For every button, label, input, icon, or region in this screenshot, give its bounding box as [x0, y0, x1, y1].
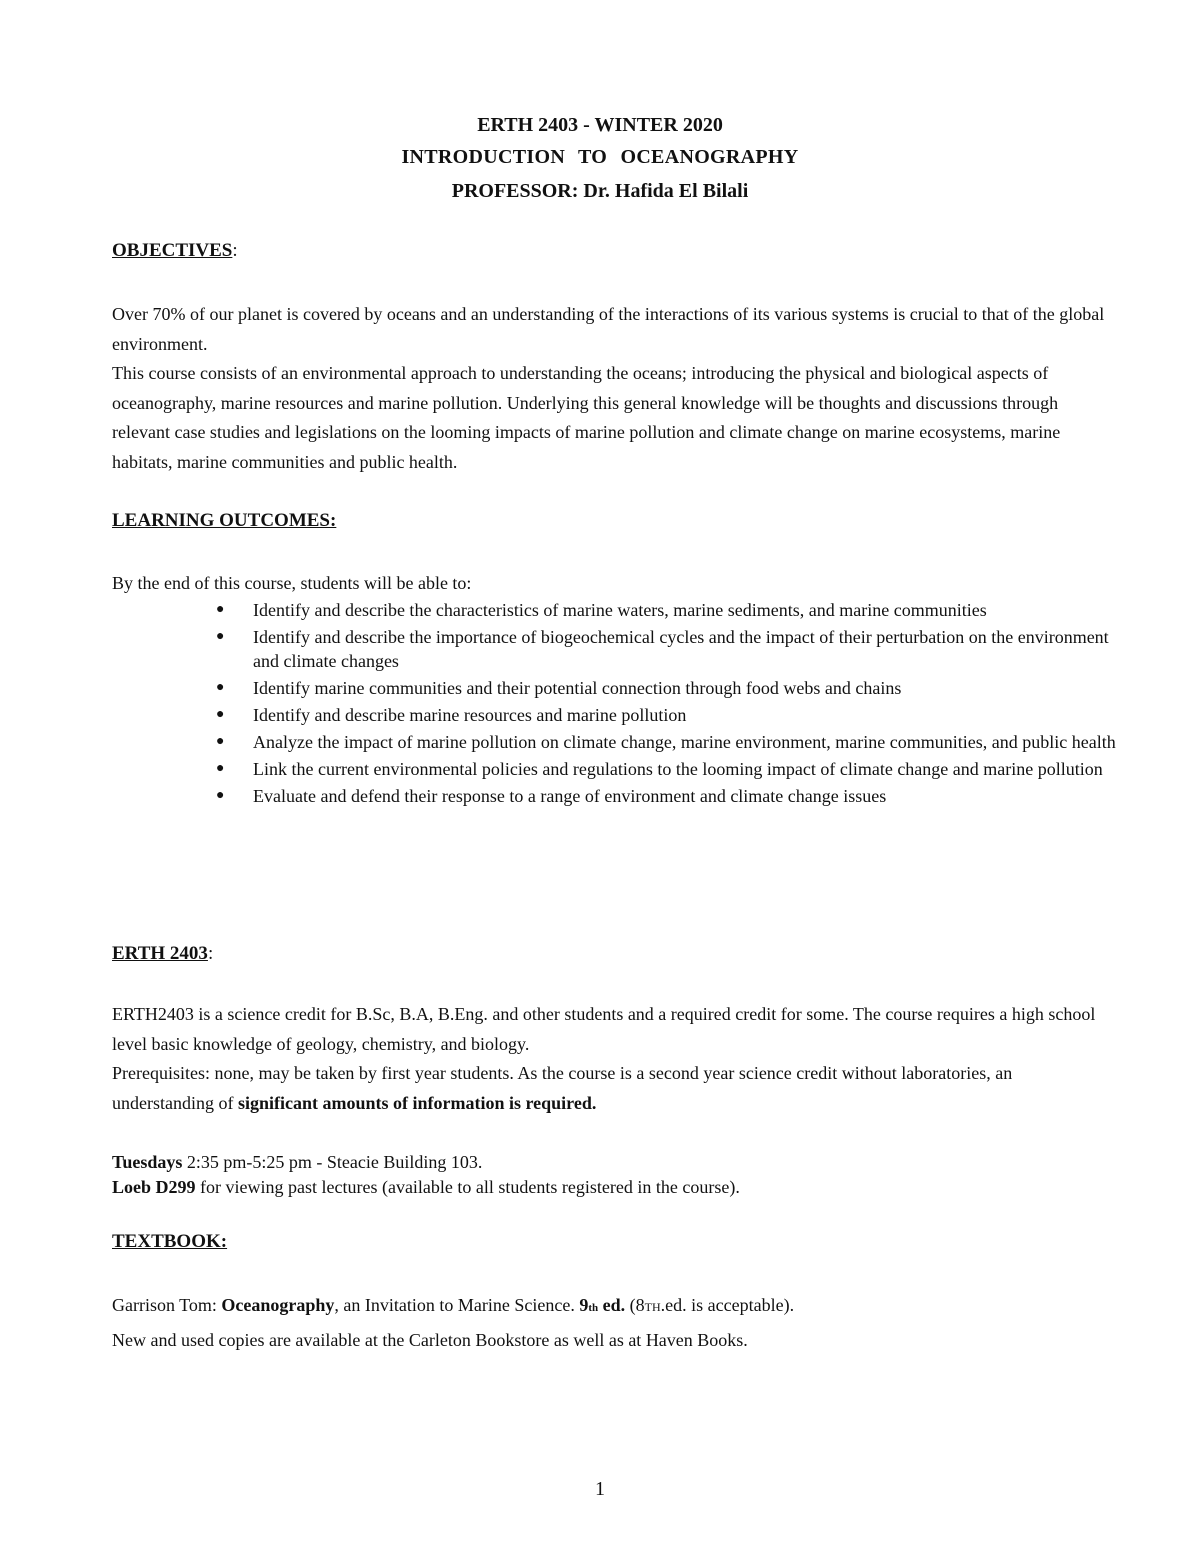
list-item: [216, 676, 1116, 700]
schedule-loeb: [112, 1175, 1112, 1200]
list-item: [216, 703, 1116, 727]
edition-number: 9: [579, 1295, 589, 1315]
schedule-block: [112, 1150, 1112, 1200]
bullet-icon: ●: [216, 602, 225, 617]
textbook-citation: [112, 1289, 1112, 1324]
bullet-icon: ●: [216, 788, 225, 803]
alt-edition-suffix: TH: [644, 1300, 661, 1314]
edition-label: ed.: [598, 1295, 626, 1315]
textbook-subtitle: , an Invitation to Marine Science.: [334, 1295, 580, 1315]
list-item: [216, 598, 1116, 622]
learning-outcomes-intro: By the end of this course, students will be able to:: [112, 573, 472, 593]
alt-edition-rest: .ed. is acceptable).: [660, 1295, 795, 1315]
textbook-author: Garrison Tom:: [112, 1295, 222, 1315]
textbook-title: Oceanography: [221, 1295, 335, 1315]
outcome-text: Evaluate and defend their response to a range of environment and climate change issues: [253, 786, 887, 806]
prerequisites-period: .: [591, 1092, 597, 1113]
course-code-title: ERTH 2403 - WINTER 2020: [477, 114, 723, 136]
textbook-heading: [112, 1231, 227, 1253]
professor-name: Dr. Hafida El Bilali: [578, 180, 749, 202]
outcome-text: Identify and describe the importance of biogeochemical cycles and the impact of their perturbation on the environment and climate changes: [253, 627, 1109, 671]
bullet-icon: ●: [216, 734, 225, 749]
bullet-icon: ●: [216, 761, 225, 776]
bullet-icon: ●: [216, 707, 225, 722]
list-item: [216, 757, 1116, 781]
erth-body: [112, 1000, 1112, 1118]
textbook-heading-text: TEXTBOOK:: [112, 1231, 228, 1252]
objectives-body: [112, 300, 1112, 477]
learning-outcomes-heading-text: LEARNING OUTCOMES:: [112, 510, 337, 531]
textbook-availability: New and used copies are available at the Carleton Bookstore as well as at Haven Books.: [112, 1330, 748, 1350]
objectives-paragraph-1: Over 70% of our planet is covered by oceans and an understanding of the interactions of its various systems is crucial to that of the global environment.: [112, 304, 1105, 354]
erth-paragraph-2: [112, 1059, 1112, 1118]
erth-heading-colon: :: [207, 943, 214, 964]
tuesdays-label: Tuesdays: [112, 1152, 183, 1172]
list-item: [216, 730, 1116, 754]
list-item: [216, 625, 1116, 673]
outcome-text: Analyze the impact of marine pollution on climate change, marine environment, marine communities, and public health: [253, 732, 1116, 752]
objectives-heading: [112, 240, 238, 262]
schedule-tuesdays: [112, 1150, 1112, 1175]
loeb-label: Loeb D299: [112, 1177, 196, 1197]
alt-edition-open: (8: [625, 1295, 645, 1315]
edition-suffix: th: [588, 1302, 599, 1314]
loeb-details: for viewing past lectures (available to all students registered in the course).: [195, 1177, 740, 1197]
outcome-text: Identify and describe the characteristics of marine waters, marine sediments, and marine communities: [253, 600, 987, 620]
prerequisites-text: Prerequisites: none, may be taken by first year students. As the course is a second year science credit without laboratories, an understanding of: [112, 1063, 1013, 1113]
outcome-text: Identify and describe marine resources and marine pollution: [253, 705, 687, 725]
textbook-body: [112, 1289, 1112, 1356]
erth-paragraph-1: ERTH2403 is a science credit for B.Sc, B.A, B.Eng. and other students and a required credit for some. The course requires a high school level basic knowledge of geology, chemistry, and biology.: [112, 1004, 1096, 1054]
erth-heading: [112, 943, 213, 965]
objectives-heading-colon: :: [232, 240, 238, 261]
course-name-title: INTRODUCTION TO OCEANOGRAPHY: [401, 146, 799, 168]
page-number: 1: [595, 1478, 605, 1500]
objectives-heading-text: OBJECTIVES: [112, 240, 233, 261]
textbook-edition: [579, 1295, 625, 1315]
professor-label: PROFESSOR:: [451, 180, 579, 202]
bullet-icon: ●: [216, 629, 225, 644]
learning-outcomes-heading: [112, 510, 336, 532]
erth-heading-text: ERTH 2403: [112, 943, 208, 964]
objectives-paragraph-2: This course consists of an environmental approach to understanding the oceans; introducing the physical and biological aspects of oceanography, marine resources and marine pollution. Underlying this general knowledge will be thoughts and discussions through relevant case studies and legislations on the looming impacts of marine pollution and climate change on marine ecosystems, marine habitats, marine communities and public health.: [112, 363, 1061, 472]
learning-outcomes-list: [216, 598, 1116, 811]
prerequisites-emphasis: significant amounts of information is required: [237, 1092, 592, 1113]
list-item: [216, 784, 1116, 808]
professor-line: [0, 180, 1200, 203]
outcome-text: Identify marine communities and their potential connection through food webs and chains: [253, 678, 902, 698]
bullet-icon: ●: [216, 680, 225, 695]
outcome-text: Link the current environmental policies and regulations to the looming impact of climate change and marine pollution: [253, 759, 1103, 779]
tuesdays-details: 2:35 pm-5:25 pm - Steacie Building 103.: [182, 1152, 483, 1172]
